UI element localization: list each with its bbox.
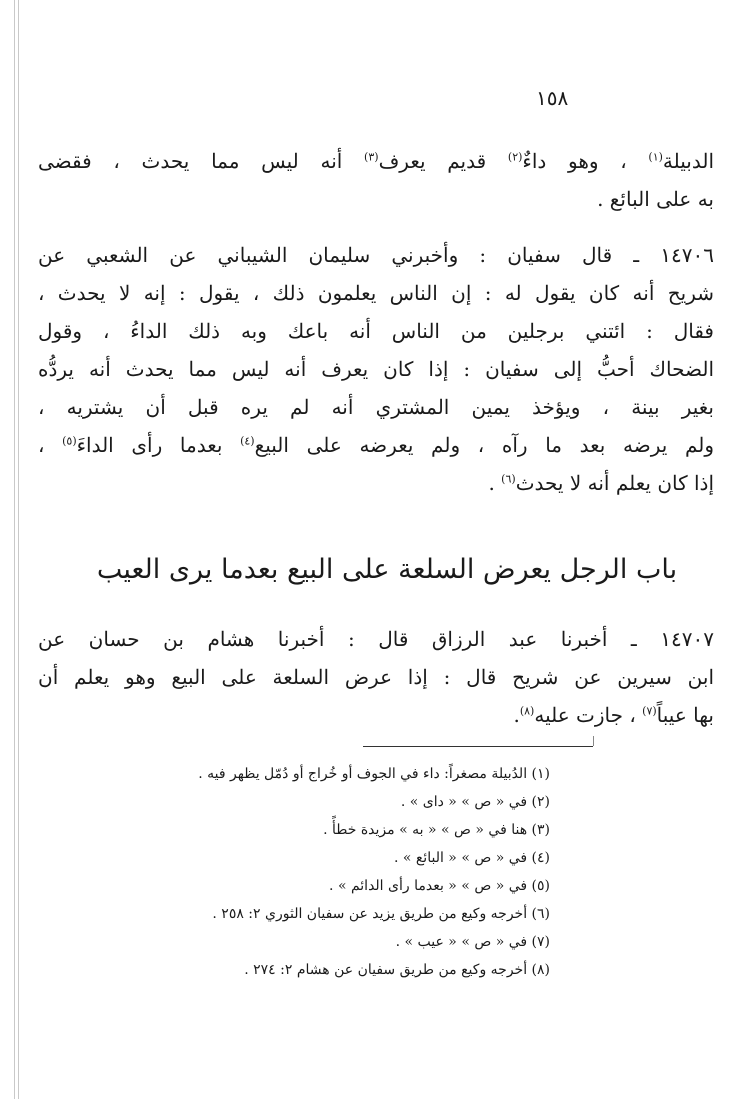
- text-run: ١٤٧٠٧ ـ أخبرنا عبد الرزاق قال : أخبرنا هشام بن حسان عن: [38, 627, 714, 651]
- text-run: فقال : ائتني برجلين من الناس أنه باعك وبه ذلك الداءُ ، وقول: [38, 319, 714, 343]
- footnote-item: (٦) أخرجه وكيع من طريق يزيد عن سفيان الثوري ٢: ٢٥٨ .: [212, 906, 550, 922]
- text-line: [38, 274, 714, 312]
- text-line: [38, 388, 714, 426]
- binding-line: [14, 0, 15, 1099]
- text-line: [38, 464, 714, 502]
- footnote-marker: (٨): [519, 704, 535, 718]
- text-run: ،: [38, 433, 63, 457]
- footnote-item: (٨) أخرجه وكيع من طريق سفيان عن هشام ٢: ٢٧٤ .: [244, 962, 550, 978]
- text-run: ، وهو داءٌ: [522, 149, 649, 173]
- footnotes-list: [100, 760, 550, 984]
- text-run: قديم يعرف: [378, 149, 508, 173]
- text-line: [38, 312, 714, 350]
- binding-line: [18, 0, 19, 1099]
- footnote-marker: (٦): [501, 472, 516, 486]
- text-line: [38, 350, 714, 388]
- footnote-marker: (٤): [240, 434, 255, 448]
- text-run: بها عيباً: [656, 703, 714, 727]
- text-run: .: [513, 703, 520, 727]
- text-run: ١٤٧٠٦ ـ قال سفيان : وأخبرني سليمان الشيباني عن الشعبي عن: [38, 243, 714, 267]
- footnote-item: (٣) هنا في « ص » « به » مزيدة خطأً .: [323, 822, 550, 838]
- text-run: إذا كان يعلم أنه لا يحدث: [515, 471, 714, 495]
- hadith-14707-paragraph: [38, 620, 714, 734]
- footnote-marker: (٢): [507, 150, 523, 164]
- text-line: [38, 426, 714, 464]
- footnote-marker: (٧): [642, 704, 657, 718]
- text-run: أنه ليس مما يحدث ، فقضى: [38, 149, 365, 173]
- text-line: [38, 236, 714, 274]
- text-run: .: [488, 471, 502, 495]
- text-run: ولم يرضه بعد ما رآه ، ولم يعرضه على البيع: [254, 433, 715, 457]
- text-run: الدبيلة: [662, 149, 715, 173]
- text-run: به على البائع .: [597, 187, 714, 211]
- footnote-item: (١) الدُبيلة مصغراً: داء في الجوف أو خُراج أو دُمّل يظهر فيه .: [198, 766, 550, 782]
- footnote-marker: (٣): [364, 150, 379, 164]
- footnote-marker: (١): [648, 150, 663, 164]
- text-line: [38, 658, 714, 696]
- text-line: [38, 180, 714, 218]
- footnote-separator: [363, 746, 593, 747]
- text-run: بغير بينة ، ويؤخذ يمين المشتري أنه لم يره قبل أن يشتريه ،: [38, 395, 714, 419]
- continuation-paragraph: [38, 142, 714, 218]
- text-line: [38, 142, 714, 180]
- footnote-item: (٤) في « ص » « البائع » .: [393, 850, 550, 866]
- page-number: ١٥٨: [536, 86, 569, 110]
- chapter-title: باب الرجل يعرض السلعة على البيع بعدما يرى العيب: [96, 554, 678, 585]
- text-run: ابن سيرين عن شريح قال : إذا عرض السلعة على البيع وهو يعلم أن: [38, 665, 714, 689]
- footnote-item: (٧) في « ص » « عيب » .: [395, 934, 550, 950]
- footnote-item: (٢) في « ص » « داى » .: [400, 794, 550, 810]
- text-run: الضحاك أحبُّ إلى سفيان : إذا كان يعرف أنه ليس مما يحدث أنه يردُّه: [38, 357, 715, 381]
- hadith-14706-paragraph: [38, 236, 714, 502]
- footnote-item: (٥) في « ص » « بعدما رأى الدائم » .: [329, 878, 550, 894]
- text-line: [38, 696, 714, 734]
- text-run: بعدما رأى الداءَ: [76, 433, 241, 457]
- margin-mark: [593, 736, 594, 746]
- footnote-marker: (٥): [62, 434, 77, 448]
- text-run: ، جازت عليه: [534, 703, 643, 727]
- text-line: [38, 620, 714, 658]
- text-run: شريح أنه كان يقول له : إن الناس يعلمون ذلك ، يقول : إنه لا يحدث ،: [38, 281, 714, 305]
